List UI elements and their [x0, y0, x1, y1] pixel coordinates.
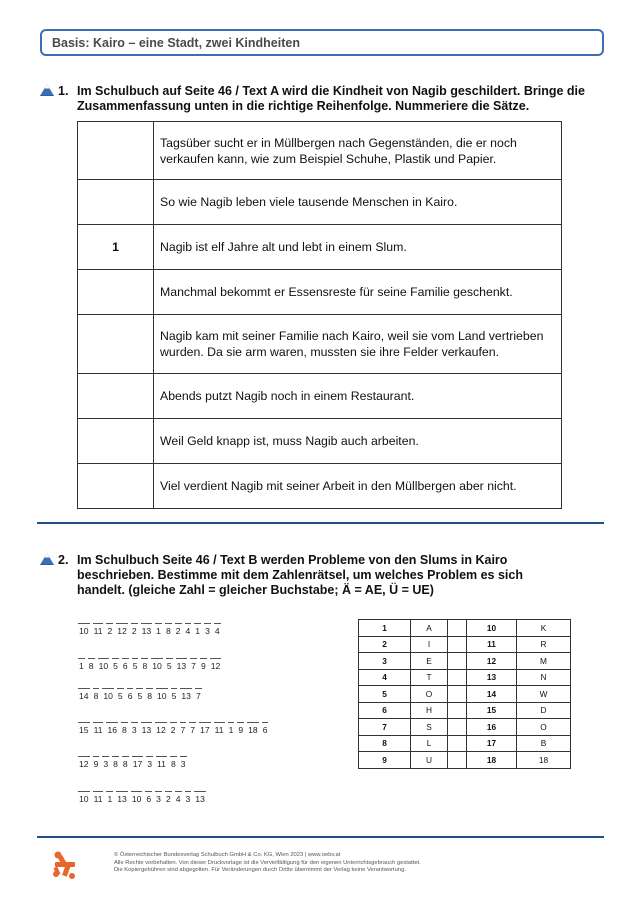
key-gap-cell — [448, 686, 467, 703]
riddle-number[interactable]: 7 — [191, 661, 196, 671]
riddle-number[interactable]: 2 — [131, 626, 137, 636]
riddle-number[interactable]: 10 — [98, 661, 109, 671]
order-row — [78, 315, 562, 374]
sentence-line: wurden. Da sie arm waren, mussten sie ihre Felder verkaufen. — [160, 345, 499, 359]
key-letter-cell: O — [517, 719, 571, 736]
riddle-number[interactable]: 10 — [79, 626, 89, 636]
riddle-number[interactable]: 5 — [113, 661, 118, 671]
key-letter-cell: O — [411, 686, 448, 703]
sentence-line: Tagsüber sucht er in Müllbergen nach Gegenständen, die er noch — [160, 135, 517, 150]
sentence-line: Manchmal bekommt er Essensreste für seine Familie geschenkt. — [160, 285, 513, 299]
key-number-cell: 2 — [359, 636, 411, 653]
order-number-cell[interactable] — [78, 315, 154, 374]
key-number-cell: 15 — [467, 702, 517, 719]
riddle-number[interactable]: 13 — [141, 725, 152, 735]
sentence-cell — [154, 122, 562, 180]
sentence-cell — [154, 270, 562, 315]
sentence-line: Weil Geld knapp ist, muss Nagib auch arbeiten. — [160, 434, 419, 448]
riddle-number[interactable]: 1 — [195, 626, 201, 636]
key-letter-cell: W — [517, 686, 571, 703]
riddle-number[interactable]: 11 — [93, 794, 103, 804]
order-number-cell[interactable] — [78, 270, 154, 315]
task1-instruction-line1: Im Schulbuch auf Seite 46 / Text A wird die Kindheit von Nagib geschildert. Bringe die — [77, 84, 585, 98]
publisher-logo-icon — [52, 850, 78, 880]
riddle-line — [79, 792, 210, 804]
sentence-line: Abends putzt Nagib noch in einem Restaurant. — [160, 389, 415, 403]
sentence-line: Viel verdient Nagib mit seiner Arbeit in den Müllbergen aber nicht. — [160, 479, 517, 493]
key-letter-cell: M — [517, 653, 571, 670]
key-number-cell: 6 — [359, 702, 411, 719]
order-number-cell[interactable] — [78, 122, 154, 180]
riddle-number[interactable]: 1 — [228, 725, 234, 735]
order-number-cell[interactable] — [78, 374, 154, 419]
key-number-cell: 17 — [467, 735, 517, 752]
difficulty-mountain-icon — [40, 553, 54, 565]
riddle-number[interactable]: 3 — [147, 759, 153, 769]
riddle-number[interactable]: 5 — [132, 661, 138, 671]
key-letter-cell: B — [517, 735, 571, 752]
key-gap-cell — [448, 735, 467, 752]
riddle-number[interactable]: 13 — [141, 626, 152, 636]
sentence-cell — [154, 180, 562, 225]
key-row — [359, 653, 571, 670]
riddle-number[interactable]: 11 — [157, 759, 166, 769]
ordering-table — [77, 121, 562, 509]
riddle-number[interactable]: 11 — [214, 725, 224, 735]
copyright-footer — [114, 852, 421, 875]
riddle-number[interactable]: 13 — [176, 661, 187, 671]
riddle-number[interactable]: 8 — [142, 661, 148, 671]
riddle-number[interactable]: 15 — [79, 725, 89, 735]
sentence-line: Nagib ist elf Jahre alt und lebt in einem Slum. — [160, 240, 407, 254]
key-gap-cell — [448, 752, 467, 769]
sentence-cell — [154, 464, 562, 509]
riddle-line — [79, 689, 206, 701]
riddle-number[interactable]: 8 — [113, 759, 118, 769]
riddle-number[interactable]: 2 — [175, 626, 181, 636]
key-gap-cell — [448, 669, 467, 686]
key-gap-cell — [448, 702, 467, 719]
key-gap-cell — [448, 620, 467, 637]
sentence-cell — [154, 374, 562, 419]
riddle-line — [79, 659, 225, 671]
sentence-line: So wie Nagib leben viele tausende Menschen in Kairo. — [160, 195, 458, 209]
riddle-number[interactable]: 1 — [107, 794, 113, 804]
key-row — [359, 620, 571, 637]
riddle-number[interactable]: 10 — [157, 691, 167, 701]
sentence-line: verkaufen kann, wie zum Beispiel Schuhe, Plastik und Papier. — [160, 151, 497, 166]
riddle-number[interactable]: 8 — [122, 725, 127, 735]
key-number-cell: 10 — [467, 620, 517, 637]
order-row — [78, 122, 562, 180]
riddle-number[interactable]: 8 — [122, 759, 128, 769]
sentence-line: Nagib kam mit seiner Familie nach Kairo, weil sie vom Land vertrieben — [160, 329, 544, 343]
riddle-number[interactable]: 6 — [146, 794, 152, 804]
key-letter-cell: K — [517, 620, 571, 637]
key-letter-cell: T — [411, 669, 448, 686]
riddle-number[interactable]: 2 — [165, 794, 171, 804]
key-letter-cell: U — [411, 752, 448, 769]
riddle-number[interactable]: 8 — [88, 661, 94, 671]
key-number-cell: 12 — [467, 653, 517, 670]
riddle-number[interactable]: 4 — [175, 794, 181, 804]
riddle-number[interactable]: 10 — [79, 794, 89, 804]
riddle-number[interactable]: 5 — [117, 691, 123, 701]
key-letter-cell: E — [411, 653, 448, 670]
key-letter-cell: N — [517, 669, 571, 686]
riddle-number[interactable]: 8 — [93, 691, 99, 701]
riddle-number[interactable]: 17 — [132, 759, 143, 769]
key-letter-cell: L — [411, 735, 448, 752]
key-number-cell: 13 — [467, 669, 517, 686]
riddle-number[interactable]: 6 — [122, 661, 128, 671]
riddle-number[interactable]: 10 — [131, 794, 142, 804]
task2-number: 2. — [58, 553, 69, 567]
key-row — [359, 752, 571, 769]
footer-divider — [37, 836, 604, 838]
key-row — [359, 636, 571, 653]
riddle-number[interactable]: 3 — [205, 626, 210, 636]
key-number-cell: 1 — [359, 620, 411, 637]
header-box — [40, 29, 604, 56]
riddle-number[interactable]: 9 — [93, 759, 99, 769]
key-row — [359, 735, 571, 752]
worksheet-title: Basis: Kairo – eine Stadt, zwei Kindheiten — [52, 36, 300, 50]
riddle-number[interactable]: 7 — [195, 691, 201, 701]
riddle-number[interactable]: 17 — [200, 725, 210, 735]
task2-instruction-line1: Im Schulbuch Seite 46 / Text B werden Probleme von den Slums in Kairo — [77, 553, 508, 567]
riddle-number[interactable]: 10 — [103, 691, 113, 701]
key-letter-cell: H — [411, 702, 448, 719]
task1-instruction-line2: Zusammenfassung unten in die richtige Reihenfolge. Nummeriere die Sätze. — [77, 99, 530, 113]
riddle-number[interactable]: 5 — [166, 661, 172, 671]
riddle-line — [79, 723, 272, 735]
riddle-number[interactable]: 9 — [238, 725, 244, 735]
key-letter-cell: R — [517, 636, 571, 653]
riddle-number[interactable]: 5 — [171, 691, 177, 701]
riddle-number[interactable]: 12 — [156, 725, 166, 735]
key-gap-cell — [448, 636, 467, 653]
riddle-number[interactable]: 12 — [117, 626, 127, 636]
riddle-number[interactable]: 16 — [107, 725, 118, 735]
key-row — [359, 686, 571, 703]
riddle-line — [79, 624, 225, 636]
riddle-number[interactable]: 8 — [165, 626, 171, 636]
key-number-cell: 4 — [359, 669, 411, 686]
key-letter-cell: D — [517, 702, 571, 719]
riddle-number[interactable]: 8 — [147, 691, 153, 701]
riddle-number[interactable]: 2 — [170, 725, 176, 735]
task2-instruction-line3: handelt. (gleiche Zahl = gleicher Buchstabe; Ä = AE, Ü = UE) — [77, 583, 434, 597]
riddle-number[interactable]: 4 — [185, 626, 191, 636]
riddle-number[interactable]: 18 — [248, 725, 258, 735]
key-number-cell: 7 — [359, 719, 411, 736]
riddle-number[interactable]: 12 — [79, 759, 89, 769]
key-gap-cell — [448, 653, 467, 670]
riddle-number[interactable]: 5 — [137, 691, 143, 701]
riddle-number[interactable]: 3 — [156, 794, 161, 804]
footer-line1: © Österreichischer Bundesverlag Schulbuch GmbH & Co. KG, Wien 2023 | www.oebv.at — [114, 852, 341, 858]
key-number-cell: 5 — [359, 686, 411, 703]
riddle-number[interactable]: 13 — [117, 794, 127, 804]
key-letter-cell: A — [411, 620, 448, 637]
riddle-number[interactable]: 6 — [127, 691, 133, 701]
footer-line3: Die Kopiergebühren sind abgegolten. Für Veränderungen durch Dritte übernimmt der Verlag keine Verantwortung. — [114, 867, 406, 873]
riddle-number[interactable]: 8 — [170, 759, 176, 769]
task2-instruction-line2: beschrieben. Bestimme mit dem Zahlenrätsel, um welches Problem es sich — [77, 568, 523, 582]
riddle-number[interactable]: 13 — [195, 794, 205, 804]
key-row — [359, 719, 571, 736]
riddle-number[interactable]: 3 — [103, 759, 109, 769]
riddle-line — [79, 757, 191, 769]
order-row — [78, 180, 562, 225]
key-number-cell: 18 — [467, 752, 517, 769]
riddle-number[interactable]: 9 — [200, 661, 206, 671]
sentence-cell — [154, 225, 562, 270]
order-row — [78, 270, 562, 315]
riddle-number[interactable]: 2 — [107, 626, 113, 636]
key-row — [359, 702, 571, 719]
key-row — [359, 669, 571, 686]
riddle-number[interactable]: 3 — [131, 725, 137, 735]
riddle-number[interactable]: 1 — [156, 626, 161, 636]
key-letter-cell: I — [411, 636, 448, 653]
key-number-cell: 3 — [359, 653, 411, 670]
key-gap-cell — [448, 719, 467, 736]
key-number-cell: 9 — [359, 752, 411, 769]
order-number-cell[interactable]: 1 — [78, 225, 154, 270]
riddle-number[interactable]: 12 — [210, 661, 221, 671]
riddle-number[interactable]: 10 — [152, 661, 162, 671]
sentence-cell — [154, 315, 562, 374]
riddle-number[interactable]: 3 — [180, 759, 186, 769]
order-row — [78, 374, 562, 419]
riddle-number[interactable]: 14 — [79, 691, 89, 701]
key-number-cell: 8 — [359, 735, 411, 752]
difficulty-mountain-icon — [40, 84, 54, 96]
footer-line2: Alle Rechte vorbehalten. Von dieser Druckvorlage ist die Vervielfältigung für den eigenen Unterrichtsgebrauch gestattet. — [114, 859, 421, 866]
key-number-cell: 16 — [467, 719, 517, 736]
order-row — [78, 419, 562, 464]
riddle-number[interactable]: 3 — [185, 794, 191, 804]
riddle-number[interactable]: 11 — [93, 626, 103, 636]
key-number-cell: 14 — [467, 686, 517, 703]
order-row — [78, 225, 562, 270]
riddle-number[interactable]: 7 — [180, 725, 186, 735]
riddle-number[interactable]: 11 — [93, 725, 103, 735]
riddle-number[interactable]: 6 — [262, 725, 268, 735]
key-letter-cell: S — [411, 719, 448, 736]
sentence-cell — [154, 419, 562, 464]
section-divider — [37, 522, 604, 524]
riddle-number[interactable]: 4 — [214, 626, 220, 636]
riddle-number[interactable]: 1 — [79, 661, 84, 671]
order-number-cell[interactable] — [78, 419, 154, 464]
order-row — [78, 464, 562, 509]
letter-key-table — [358, 619, 571, 769]
riddle-number[interactable]: 7 — [190, 725, 196, 735]
riddle-number[interactable]: 13 — [181, 691, 191, 701]
key-number-cell: 11 — [467, 636, 517, 653]
order-number-cell[interactable] — [78, 464, 154, 509]
task1-number: 1. — [58, 84, 69, 98]
key-letter-cell: 18 — [517, 752, 571, 769]
order-number-cell[interactable] — [78, 180, 154, 225]
